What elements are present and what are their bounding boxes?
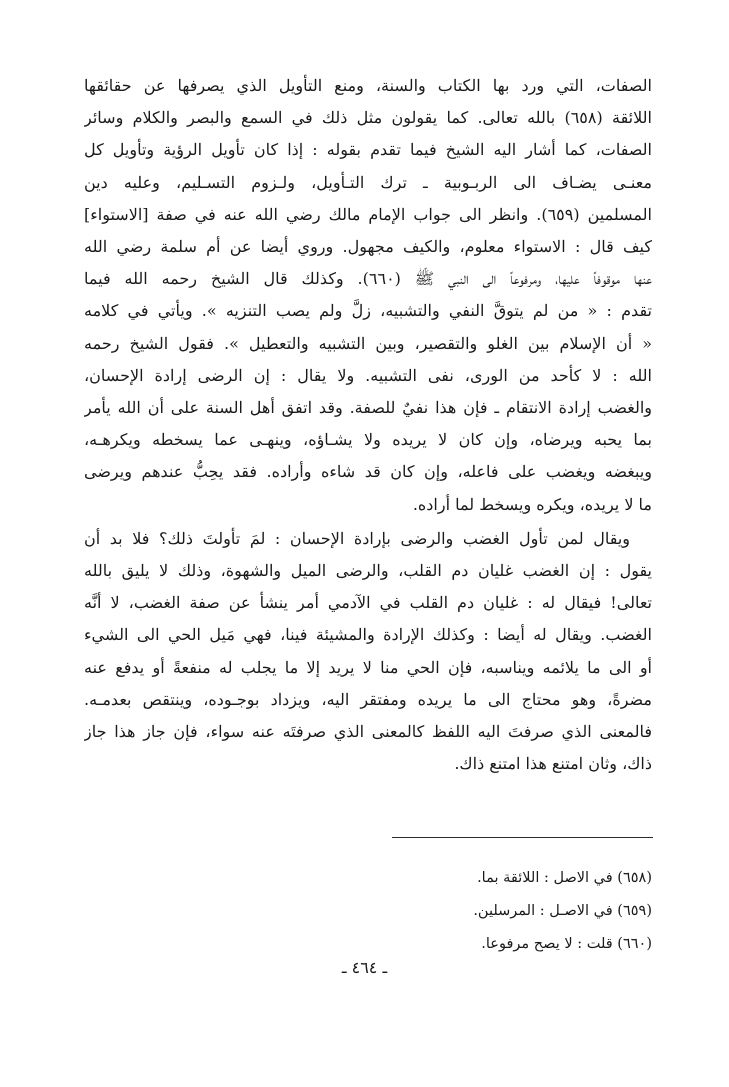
paragraph-2 xyxy=(84,523,652,781)
text-line: « أن الإسلام بين الغلو والتقصير، وبين التشبيه والتعطيل ». فقول الشيخ رحمه xyxy=(84,333,652,353)
text-line: كيف قال : الاستواء معلوم، والكيف مجهول. وروي أيضا عن أم سلمة رضي الله xyxy=(84,237,652,257)
text-line: ويبغضه ويغضب على فاعله، وإن كان قد شاءه وأراده. فقد يحِبُّ عندهم ويرضى xyxy=(84,462,652,482)
text-line: ما لا يريده، ويكره ويسخط لما أراده. xyxy=(412,494,652,514)
main-text xyxy=(84,70,652,780)
text-line: اللائقة (٦٥٨) بالله تعالى. كما يقولون مثل ذلك في السمع والبصر والكلام وسائر xyxy=(84,108,652,128)
text-line: الصفات، كما أشار اليه الشيخ فيما تقدم بقوله : إذا كان تأويل الرؤية وتأويل كل xyxy=(84,140,652,160)
text-line: ويقال لمن تأول الغضب والرضى بإرادة الإحسان : لمَ تأولتَ ذلك؟ فلا بد أن xyxy=(84,528,631,548)
text-line: ذاك، وثان امتنع هذا امتنع ذاك. xyxy=(454,754,652,774)
text-line: فالمعنى الذي صرفتَ اليه اللفظ كالمعنى الذي صرفتَه عنه سواء، فإن جاز هذا جاز xyxy=(84,722,652,742)
page-number: ـ ٤٦٤ ـ xyxy=(341,958,388,977)
text-line: يقول : إن الغضب غليان دم القلب، والرضى الميل والشهوة، وذلك لا يليق بالله xyxy=(84,561,652,581)
text-line: بما يحبه ويرضاه، وإن كان لا يريده ولا يشـاؤه، وينهـى عما يسخطه ويكرهـه، xyxy=(84,430,652,450)
text-line: الغضب. ويقال له أيضا : وكذلك الإرادة والمشيئة فينا، فهي مَيل الحي الى الشيء xyxy=(84,625,652,645)
footnote: (٦٦٠) قلت : لا يصح مرفوعا. xyxy=(481,936,652,952)
paragraph-1 xyxy=(84,70,652,521)
text-line: الله : لا كأحد من الورى، نفى التشبيه. ولا يقال : إن الرضى إرادة الإحسان، xyxy=(84,365,652,385)
text-line: المسلمين (٦٥٩). وانظر الى جواب الإمام مالك رضي الله عنه في صفة [الاستواء] xyxy=(84,204,652,224)
text-line: عنها موقوفاً عليها، ومرفوعاً الى النبي ﷺ (٦٦٠). وكذلك قال الشيخ رحمه الله فيما xyxy=(84,269,652,289)
text-line: تقدم : « من لم يتوقَّ النفي والتشبيه، زلَّ ولم يصب التنزيه ». ويأتي في كلامه xyxy=(84,301,652,321)
text-line: والغضب إرادة الانتقام ـ فإن هذا نفيٌ للصفة. وقد اتفق أهل السنة على أن الله يأمر xyxy=(84,398,652,418)
text-line: مضرةً، وهو محتاج الى ما يريده ومفتقر اليه، ويزداد بوجـوده، وينتقص بعدمـه. xyxy=(84,689,652,709)
footnote-divider xyxy=(392,837,653,838)
footnotes xyxy=(252,862,652,961)
text-line: معنـى يضـاف الى الربـوبية ـ ترك التـأويل، ولـزوم التسـليم، وعليه دين xyxy=(84,172,652,192)
text-line: تعالى! فيقال له : غليان دم القلب في الآدمي أمر ينشأ عن صفة الغضب، لا أنَّه xyxy=(84,593,652,613)
footnote: (٦٥٨) في الاصل : اللائقة بما. xyxy=(477,870,652,886)
text-line: أو الى ما يلائمه ويناسبه، فإن الحي منا لا يريد إلا ما يجلب له منفعةً أو يدفع عنه xyxy=(84,657,652,677)
text-line: الصفات، التي ورد بها الكتاب والسنة، ومنع التأويل الذي يصرفها عن حقائقها xyxy=(84,76,652,95)
footnote: (٦٥٩) في الاصـل : المرسلين. xyxy=(473,903,652,919)
